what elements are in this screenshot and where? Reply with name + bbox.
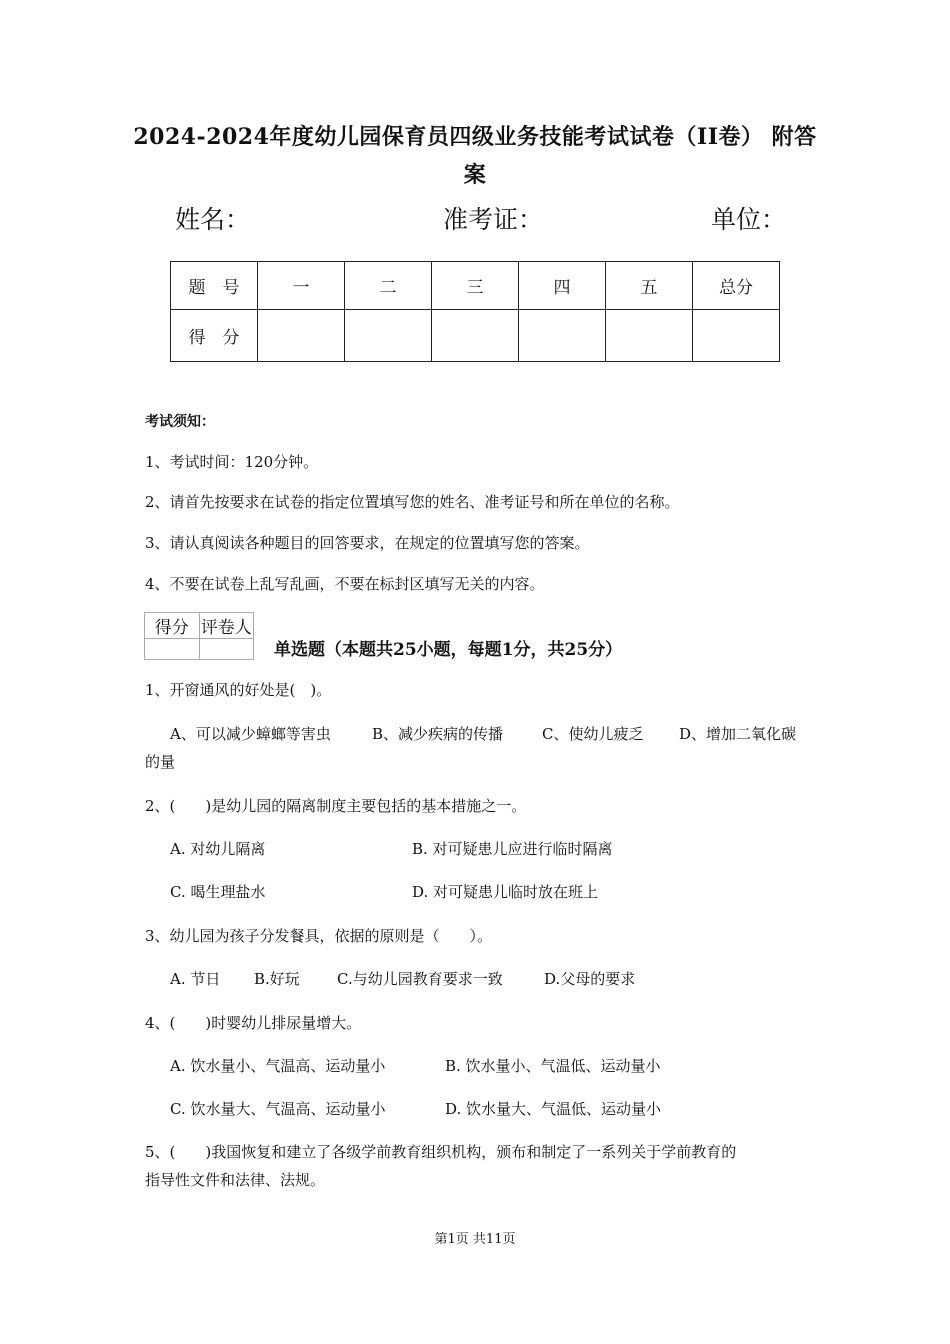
notice-item-3: 3、请认真阅读各种题目的回答要求，在规定的位置填写您的答案。 bbox=[145, 534, 590, 552]
question-2-option-b: B. 对可疑患儿应进行临时隔离 bbox=[412, 840, 613, 858]
score-cell-4[interactable] bbox=[519, 310, 606, 362]
question-1-option-b: B、减少疾病的传播 bbox=[372, 725, 504, 743]
question-4-stem: 4、( )时婴幼儿排尿量增大。 bbox=[145, 1014, 362, 1032]
score-cell-1[interactable] bbox=[258, 310, 345, 362]
score-table bbox=[170, 261, 780, 362]
score-cell-5[interactable] bbox=[606, 310, 693, 362]
score-table-header-row bbox=[171, 262, 780, 310]
question-2-option-c: C. 喝生理盐水 bbox=[170, 883, 266, 901]
section-title: 单选题（本题共25小题，每题1分，共25分） bbox=[274, 640, 623, 660]
name-label: 姓名： bbox=[175, 205, 251, 234]
score-header-total: 总分 bbox=[693, 262, 780, 310]
question-5-wrap: 指导性文件和法律、法规。 bbox=[145, 1171, 326, 1189]
question-1-stem: 1、开窗通风的好处是( )。 bbox=[145, 681, 332, 699]
title-line-1: 2024-2024年度幼儿园保育员四级业务技能考试试卷（II卷） 附答 bbox=[133, 124, 817, 150]
score-header-2: 二 bbox=[345, 262, 432, 310]
question-1-option-a: A、可以减少蟑螂等害虫 bbox=[170, 725, 331, 743]
notice-item-4: 4、不要在试卷上乱写乱画，不要在标封区填写无关的内容。 bbox=[145, 575, 545, 593]
page-title bbox=[130, 118, 820, 194]
grader-score-label: 得分 bbox=[145, 613, 200, 639]
score-header-3: 三 bbox=[432, 262, 519, 310]
score-header-4: 四 bbox=[519, 262, 606, 310]
grader-score-cell[interactable] bbox=[145, 639, 200, 660]
score-header-1: 一 bbox=[258, 262, 345, 310]
score-table-score-row bbox=[171, 310, 780, 362]
question-5-stem: 5、( )我国恢复和建立了各级学前教育组织机构，颁布和制定了一系列关于学前教育的 bbox=[145, 1143, 737, 1161]
question-2-option-d: D. 对可疑患儿临时放在班上 bbox=[412, 883, 599, 901]
title-line-2: 案 bbox=[463, 162, 487, 188]
score-cell-3[interactable] bbox=[432, 310, 519, 362]
score-cell-2[interactable] bbox=[345, 310, 432, 362]
notice-item-1: 1、考试时间：120分钟。 bbox=[145, 453, 319, 471]
score-header-label: 题 号 bbox=[171, 262, 258, 310]
question-2-option-a: A. 对幼儿隔离 bbox=[170, 840, 266, 858]
question-3-option-c: C.与幼儿园教育要求一致 bbox=[337, 970, 503, 988]
question-2-stem: 2、( )是幼儿园的隔离制度主要包括的基本措施之一。 bbox=[145, 797, 527, 815]
question-1-option-c: C、使幼儿疲乏 bbox=[542, 725, 644, 743]
page-footer: 第1页 共11页 bbox=[434, 1232, 516, 1247]
grader-name-cell[interactable] bbox=[199, 639, 254, 660]
question-4-option-a: A. 饮水量小、气温高、运动量小 bbox=[170, 1057, 386, 1075]
notice-item-2: 2、请首先按要求在试卷的指定位置填写您的姓名、准考证号和所在单位的名称。 bbox=[145, 493, 680, 511]
unit-label: 单位： bbox=[711, 205, 787, 234]
grader-name-label: 评卷人 bbox=[199, 613, 254, 639]
question-3-option-a: A. 节日 bbox=[170, 970, 221, 988]
question-3-stem: 3、幼儿园为孩子分发餐具，依据的原则是（ ）。 bbox=[145, 927, 493, 945]
question-3-option-b: B.好玩 bbox=[254, 970, 300, 988]
question-1-wrap: 的量 bbox=[145, 753, 176, 771]
question-4-option-d: D. 饮水量大、气温低、运动量小 bbox=[445, 1100, 662, 1118]
score-cell-total[interactable] bbox=[693, 310, 780, 362]
question-3-option-d: D.父母的要求 bbox=[544, 970, 636, 988]
grader-table bbox=[144, 612, 254, 660]
question-1-option-d: D、增加二氧化碳 bbox=[679, 725, 797, 743]
score-header-5: 五 bbox=[606, 262, 693, 310]
exam-id-label: 准考证： bbox=[443, 205, 544, 234]
question-4-option-b: B. 饮水量小、气温低、运动量小 bbox=[445, 1057, 661, 1075]
score-row-label: 得 分 bbox=[171, 310, 258, 362]
question-4-option-c: C. 饮水量大、气温高、运动量小 bbox=[170, 1100, 386, 1118]
notice-heading: 考试须知： bbox=[145, 414, 215, 430]
